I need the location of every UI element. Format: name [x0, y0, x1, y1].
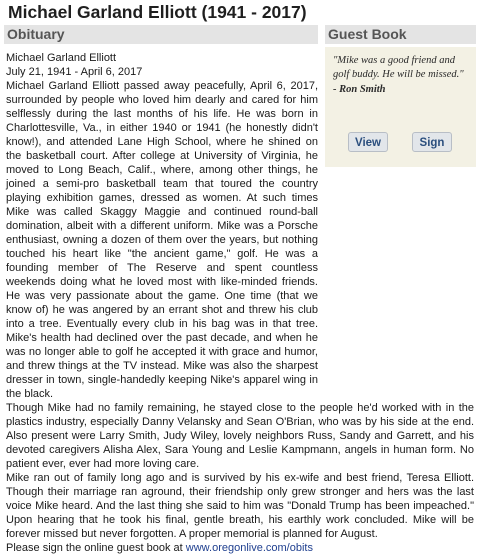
guest-book-link[interactable]: www.oregonlive.com/obits [185, 542, 313, 554]
obituary-dates: July 21, 1941 - April 6, 2017 [6, 66, 143, 78]
obituary-section-header: Obituary [4, 25, 318, 44]
page-title: Michael Garland Elliott (1941 - 2017) [8, 2, 307, 22]
obituary-paragraph-4 [6, 541, 474, 555]
obituary-paragraph-1: Michael Garland Elliott passed away peacefully, April 6, 2017, surrounded by people who loved him dearly and cared for him selflessly during the last months of his life. He was born in Charlottesville, Va., in either 1940 or 1941 (he honestly didn't know!), and attended Lane High School, where he shined on the basketball court. After college at University of Virginia, he moved to Long Beach, Calif., where, among other things, he joined a semi-pro basketball team that toured the country playing exhibition games, dressed as women. At such times Mike was called Skaggy Maggie and continued round-ball domination, albeit with a different uniform. Mike was a Porsche enthusiast, owning a dozen of them over the years, but nothing touched his heart like "the ancient game," golf. He was a founding member of The Reserve and spent countless weekends doing what he loved most with like-minded friends. He was very passionate about the game. One time (that we know of) he was angered by an errant shot and threw his club into a tree. Eventually every club in his bag was in that tree. Mike's health had declined over the past decade, and when he was no longer able to golf he accepted it with grace and humor, and threw things at the TV instead. Mike was also the sharpest dresser in town, single-handedly keeping Nike's apparel wing in the black. [6, 80, 318, 400]
obituary-paragraph-2: Though Mike had no family remaining, he stayed close to the people he'd worked with in the plastics industry, especially Danny Velansky and Sean O'Brian, who was by his side at the end. Also present were Larry Smith, Judy Wiley, lovely neighbors Russ, Sandy and Garrett, and his devoted caregivers Alisha Alex, Sara Young and Leslie Kampmann, angels in human form. No patient ever, ever had more loving care. [6, 402, 474, 470]
guest-book-section-header: Guest Book [325, 25, 476, 44]
obituary-body [6, 51, 474, 555]
guest-book-quote: "Mike was a good friend and golf buddy. He will be missed." [333, 55, 464, 80]
obituary-name: Michael Garland Elliott [6, 52, 117, 64]
guest-book-author: - Ron Smith [333, 84, 386, 95]
view-guest-book-button[interactable]: View [348, 132, 388, 152]
obituary-paragraph-3: Mike ran out of family long ago and is survived by his ex-wife and best friend, Teresa Elliott. Though their marriage ran aground, their friendship only grew stronger and hers was the last voice Mike heard. And the last thing she said to him was "Donald Trump has been impeached." Upon hearing that he took his final, gentle breath, his earthly work concluded. Mike will be forever missed but never forgotten. A proper memorial is planned for August. [6, 472, 474, 540]
sign-guest-book-button[interactable]: Sign [412, 132, 452, 152]
guest-book-prompt: Please sign the online guest book at [6, 542, 186, 554]
